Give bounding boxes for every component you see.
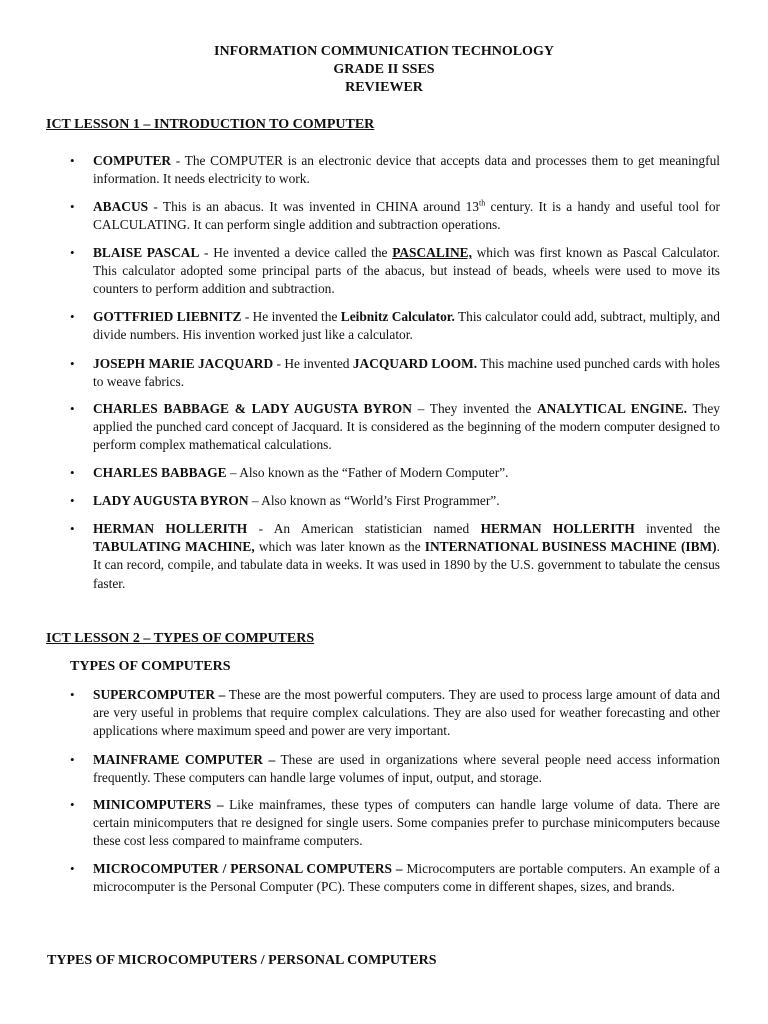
document-title-line-1: INFORMATION COMMUNICATION TECHNOLOGY xyxy=(214,44,554,59)
term: Leibnitz Calculator. xyxy=(340,309,455,324)
term: BLAISE PASCAL xyxy=(93,245,200,260)
bullet-icon: • xyxy=(70,861,75,876)
item-text: - He invented the xyxy=(241,309,341,324)
bullet-icon: • xyxy=(70,752,75,767)
microcomputer-types-heading: TYPES OF MICROCOMPUTERS / PERSONAL COMPUTERS xyxy=(47,953,437,968)
document-title-line-2: GRADE II SSES xyxy=(333,62,435,77)
term: MINICOMPUTERS – xyxy=(93,797,224,812)
lesson-2-heading: ICT LESSON 2 – TYPES OF COMPUTERS xyxy=(46,631,315,646)
term: CHARLES BABBAGE & LADY AUGUSTA BYRON xyxy=(93,401,412,416)
list-item xyxy=(70,400,720,455)
item-text: These are the most powerful computers. They are used to process large amount of data and are very useful in problems that require complex calculations. They are also used for weather forecasting and other applications where maximum speed and power are very important. xyxy=(93,687,720,739)
bullet-icon: • xyxy=(70,465,75,480)
term: ABACUS xyxy=(93,199,149,214)
term: INTERNATIONAL BUSINESS MACHINE (IBM) xyxy=(424,539,717,555)
term-underlined: PASCALINE, xyxy=(392,245,472,260)
item-text: - He invented xyxy=(273,356,353,371)
types-of-computers-subheading: TYPES OF COMPUTERS xyxy=(70,659,231,674)
bullet-icon: • xyxy=(70,153,75,168)
term: JACQUARD LOOM. xyxy=(352,356,478,371)
term: SUPERCOMPUTER – xyxy=(93,687,226,702)
list-item xyxy=(70,751,720,787)
bullet-icon: • xyxy=(70,245,75,260)
term: HERMAN HOLLERITH xyxy=(93,521,248,536)
superscript: th xyxy=(479,198,486,208)
item-text: - He invented a device called the xyxy=(199,245,393,260)
list-item xyxy=(70,198,720,234)
bullet-icon: • xyxy=(70,797,75,812)
term: JOSEPH MARIE JACQUARD xyxy=(93,356,274,371)
item-text: . It can record, compile, and tabulate data in weeks. It was used in 1890 by the U.S. government to tabulate the census faster. xyxy=(93,539,720,591)
term: MICROCOMPUTER / PERSONAL COMPUTERS – xyxy=(93,861,403,876)
item-text: Like mainframes, these types of computers can handle large volume of data. There are certain minicomputers that re designed for single users. Some companies prefer to purchase minicomputers because these cost less compared to mainframe computers. xyxy=(93,797,720,849)
list-item xyxy=(70,492,720,510)
item-text: century. It is a handy and useful tool for CALCULATING. It can perform single addition and subtraction operations. xyxy=(93,199,720,233)
item-text: which was first known as Pascal Calculator. This calculator adopted some principal parts of the abacus, but instead of beads, wheels were used to move its counters to perform addition and subtraction. xyxy=(93,245,720,297)
list-item xyxy=(70,796,720,851)
bullet-icon: • xyxy=(70,356,75,371)
bullet-icon: • xyxy=(70,309,75,324)
item-text: which was later known as the xyxy=(254,539,425,555)
item-text: – They invented the xyxy=(411,401,537,416)
term: CHARLES BABBAGE xyxy=(93,465,227,480)
list-item xyxy=(70,308,720,344)
term: HERMAN HOLLERITH xyxy=(480,521,635,536)
item-text: - This is an abacus. It was invented in CHINA around 13 xyxy=(148,199,479,214)
item-text: This calculator could add, subtract, multiply, and divide numbers. His invention worked just like a calculator. xyxy=(93,309,720,343)
list-item xyxy=(70,860,720,896)
term: GOTTFRIED LIEBNITZ xyxy=(93,309,242,324)
list-item xyxy=(70,464,720,482)
list-item xyxy=(70,152,720,188)
document-title-line-3: REVIEWER xyxy=(345,80,423,95)
bullet-icon: • xyxy=(70,199,75,214)
list-item xyxy=(70,244,720,299)
list-item xyxy=(70,686,720,741)
term: COMPUTER xyxy=(93,153,172,168)
term: TABULATING MACHINE, xyxy=(93,539,255,555)
term: MAINFRAME COMPUTER – xyxy=(93,752,276,767)
bullet-icon: • xyxy=(70,687,75,702)
item-text: Microcomputers are portable computers. An example of a microcomputer is the Personal Computer (PC). These computers come in different shapes, sizes, and brands. xyxy=(93,861,720,895)
lesson-1-heading: ICT LESSON 1 – INTRODUCTION TO COMPUTER xyxy=(46,117,375,132)
bullet-icon: • xyxy=(70,521,75,536)
bullet-icon: • xyxy=(70,493,75,508)
item-text: This machine used punched cards with holes to weave fabrics. xyxy=(93,356,721,390)
term: LADY AUGUSTA BYRON xyxy=(93,493,249,508)
list-item xyxy=(70,355,721,391)
item-text: They applied the punched card concept of Jacquard. It is considered as the beginning of the modern computer designed to perform complex mathematical calculations. xyxy=(93,401,720,453)
item-text: – Also known as “World’s First Programmer”. xyxy=(248,493,500,508)
item-text: These are used in organizations where several people need access information frequently. These computers can handle large volumes of input, output, and storage. xyxy=(93,752,720,786)
item-text: - The COMPUTER is an electronic device that accepts data and processes them to get meaningful information. It needs electricity to work. xyxy=(93,153,720,187)
item-text: – Also known as the “Father of Modern Computer”. xyxy=(226,465,509,480)
bullet-icon: • xyxy=(70,401,75,416)
item-text: invented the xyxy=(634,521,721,536)
term: ANALYTICAL ENGINE. xyxy=(537,401,687,416)
item-text: - An American statistician named xyxy=(247,521,481,536)
list-item xyxy=(70,520,721,593)
